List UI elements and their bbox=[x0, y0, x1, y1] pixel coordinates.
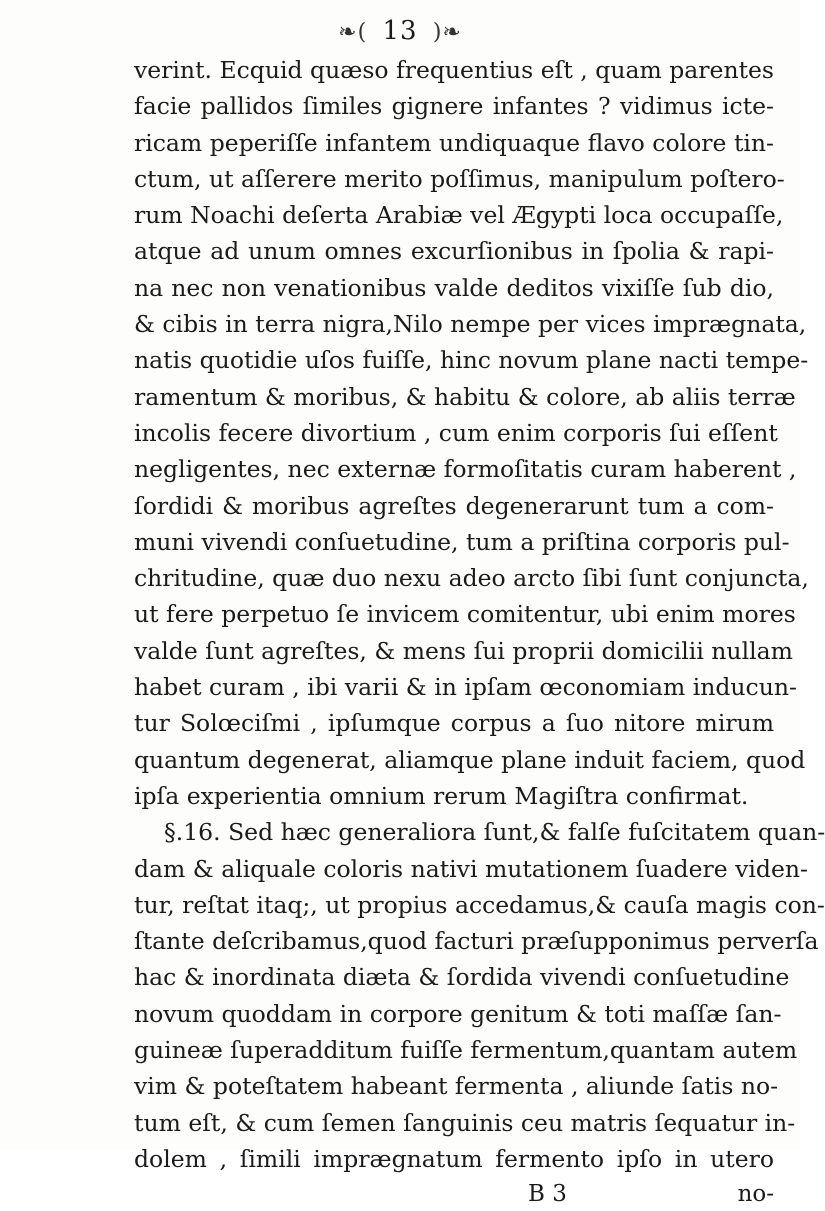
section-start-line: §.16. Sed hæc generaliora ſunt,& falſe fuſcitatem quan- bbox=[164, 818, 825, 847]
text-line: novum quoddam in corpore genitum & toti maſſæ ſan- bbox=[134, 999, 782, 1028]
text-line: dolem , ſimili imprægnatum fermento ipſo in utero bbox=[134, 1144, 774, 1173]
page-footer bbox=[134, 1177, 774, 1211]
text-line: ramentum & moribus, & habitu & colore, ab aliis terræ bbox=[134, 382, 796, 411]
text-line: ctum, ut aſſerere merito poſſimus, manipulum poſtero- bbox=[134, 164, 785, 193]
text-line: ipſa experientia omnium rerum Magiſtra confirmat. bbox=[134, 781, 749, 810]
text-line: na nec non venationibus valde deditos vixiſſe ſub dio, bbox=[134, 273, 774, 302]
text-line: valde ſunt agreſtes, & mens ſui proprii domicilii nullam bbox=[134, 636, 793, 665]
text-line: dam & aliquale coloris nativi mutationem ſuadere viden- bbox=[134, 854, 808, 883]
text-line: tur, reſtat itaq;, ut propius accedamus,& cauſa magis con- bbox=[134, 890, 825, 919]
text-line: facie pallidos ſimiles gignere infantes ? vidimus icte- bbox=[134, 92, 774, 121]
catchword: no- bbox=[737, 1181, 774, 1208]
text-line: atque ad unum omnes excurſionibus in ſpolia & rapi- bbox=[134, 237, 774, 266]
text-line: ſtante deſcribamus,quod facturi præſupponimus perverſa bbox=[134, 927, 819, 956]
text-line: habet curam , ibi varii & in ipſam œconomiam inducun- bbox=[134, 673, 797, 702]
ornament-left-icon: ❧( bbox=[338, 20, 368, 45]
text-line: tum eſt, & cum ſemen ſanguinis ceu matris ſequatur in- bbox=[134, 1108, 796, 1137]
text-line: vim & poteſtatem habeant fermenta , aliunde ſatis no- bbox=[134, 1072, 779, 1101]
text-line: guineæ ſuperadditum fuiſſe fermentum,quantam autem bbox=[134, 1036, 798, 1065]
ornament-right-icon: )❧ bbox=[432, 20, 462, 45]
text-line: ricam peperiſſe infantem undiquaque flavo colore tin- bbox=[134, 128, 774, 157]
text-line: negligentes, nec externæ formoſitatis curam haberent , bbox=[134, 455, 797, 484]
text-line: rum Noachi deſerta Arabiæ vel Ægypti loca occupaſſe, bbox=[134, 201, 784, 230]
text-line: quantum degenerat, aliamque plane induit faciem, quod bbox=[134, 745, 806, 774]
text-line: ſordidi & moribus agreſtes degenerarunt tum a com- bbox=[134, 491, 774, 520]
text-line: natis quotidie uſos fuiſſe, hinc novum plane nacti tempe- bbox=[134, 346, 809, 375]
text-line: tur Solœciſmi , ipſumque corpus a ſuo nitore mirum bbox=[134, 709, 774, 738]
text-line: & cibis in terra nigra,Nilo nempe per vices imprægnata, bbox=[134, 310, 807, 339]
signature-mark: B 3 bbox=[528, 1181, 567, 1208]
text-line: muni vivendi conſuetudine, tum a priſtina corporis pul- bbox=[134, 527, 790, 556]
text-line: verint. Ecquid quæso frequentius eſt , quam parentes bbox=[134, 56, 774, 84]
text-line: hac & inordinata diæta & ſordida vivendi conſuetudine bbox=[134, 963, 790, 992]
page-number: 13 bbox=[382, 16, 418, 46]
text-line: incolis fecere divortium , cum enim corporis ſui eſſent bbox=[134, 418, 778, 447]
text-line: chritudine, quæ duo nexu adeo arcto ſibi ſunt conjuncta, bbox=[134, 564, 809, 593]
text-line: ut fere perpetuo ſe invicem comitentur, ubi enim mores bbox=[134, 600, 796, 629]
page-header bbox=[0, 14, 800, 50]
body-text bbox=[134, 52, 825, 1211]
